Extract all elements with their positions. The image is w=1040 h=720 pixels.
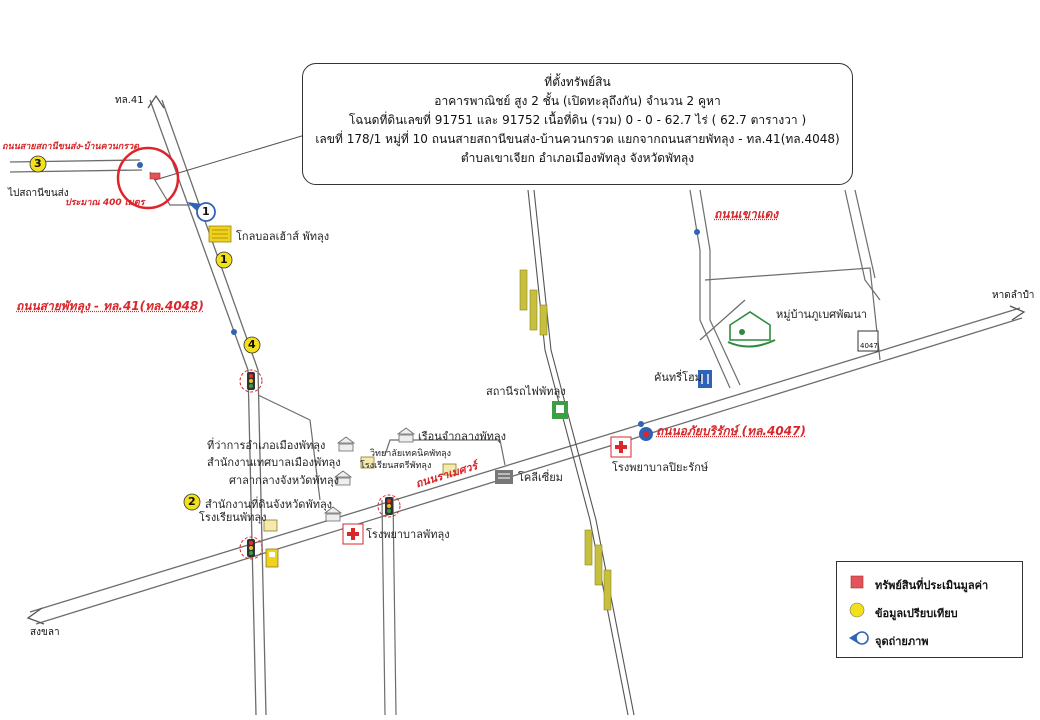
- photo-point-marker: [187, 202, 215, 221]
- label-station-road: ถนนสายสถานีขนส่ง-บ้านควนกรวด: [2, 142, 139, 152]
- label-hat-lamphu: หาดลำปำ: [992, 290, 1035, 301]
- village-icon: [728, 312, 775, 347]
- info-line-1: อาคารพาณิชย์ สูง 2 ชั้น (เปิดทะลุถึงกัน) จำนวน 2 คูหา: [434, 94, 721, 108]
- legend-symbols: [837, 562, 877, 657]
- road-hwy41: [150, 100, 266, 715]
- legend-subject: ทรัพย์สินที่ประเมินมูลค่า: [875, 579, 989, 592]
- legend-photo: จุดถ่ายภาพ: [875, 635, 929, 648]
- label-phatthalung-hospital: โรงพยาบาลพัทลุง: [366, 528, 450, 541]
- photo-point-number: 1: [202, 205, 210, 218]
- info-line-4: ตำบลเขาเจียก อำเภอเมืองพัทลุง จังหวัดพัทลุง: [460, 151, 695, 165]
- legend: [836, 561, 1023, 658]
- info-title: ที่ตั้งทรัพย์สิน: [544, 75, 611, 89]
- property-info-box: [302, 63, 853, 185]
- label-phatthalung-school: โรงเรียนพัทลุง: [199, 511, 267, 524]
- label-satri-school: โรงเรียนสตรีพัทลุง: [360, 461, 432, 471]
- traffic-light-2: [378, 495, 400, 517]
- phatthalung-hospital-icon: [343, 524, 363, 544]
- label-prison: เรือนจำกลางพัทลุง: [418, 430, 506, 443]
- label-aphai-road: ถนนอภัยบริรักษ์ (ทล.4047): [656, 424, 806, 438]
- label-khao-daeng: ถนนเขาแดง: [714, 207, 779, 221]
- info-line-2: โฉนดที่ดินเลขที่ 91751 และ 91752 เนื้อที่ดิน (รวม) 0 - 0 - 62.7 ไร่ ( 62.7 ตารางวา ): [348, 113, 807, 127]
- label-court: ศาลากลางจังหวัดพัทลุง: [229, 474, 340, 487]
- rail-yard: [520, 270, 611, 610]
- traffic-light-3: [240, 537, 262, 559]
- comp3-number: 3: [34, 157, 42, 170]
- label-municipality: สำนักงานเทศบาลเมืองพัทลุง: [207, 456, 341, 469]
- label-hwy41: ทล.41: [115, 95, 144, 106]
- route-shield-number: 4047: [860, 342, 878, 350]
- info-line-3: เลขที่ 178/1 หมู่ที่ 10 ถนนสายสถานีขนส่ง-บ้านควนกรวด แยกจากถนนสายพัทลุง - ทล.41(ทล.4048): [315, 132, 840, 146]
- road-dots: [137, 162, 700, 427]
- label-land-office: สำนักงานที่ดินจังหวัดพัทลุง: [205, 498, 333, 511]
- label-village: หมู่บ้านภูเบศพัฒนา: [776, 308, 868, 321]
- label-train-station: สถานีรถไฟพัทลุง: [486, 385, 566, 398]
- subject-marker: [150, 173, 160, 179]
- aphai-road-marker: [639, 427, 653, 441]
- coliseum-icon: [495, 470, 513, 484]
- comp1-number: 1: [220, 253, 228, 266]
- globalhouse-icon: [209, 226, 231, 242]
- gas-station-icon: [266, 549, 278, 567]
- label-songkhla: สงขลา: [30, 627, 60, 638]
- label-country-home: คันทรี่โฮม: [654, 371, 702, 384]
- comp4-number: 4: [248, 338, 256, 351]
- legend-comparable: ข้อมูลเปรียบเทียบ: [875, 607, 958, 620]
- comp2-number: 2: [188, 495, 196, 508]
- piyarak-hospital-icon: [611, 437, 631, 457]
- label-distance: ประมาณ 400 เมตร: [65, 198, 145, 208]
- label-district-office: ที่ว่าการอำเภอเมืองพัทลุง: [207, 439, 326, 452]
- label-coliseum: โคลีเซี่ยม: [518, 471, 563, 484]
- label-phatthalung-hwy: ถนนสายพัทลุง - ทล.41(ทล.4048): [16, 299, 204, 313]
- label-piyarak-hospital: โรงพยาบาลปิยะรักษ์: [612, 461, 709, 474]
- label-ramet-road: ถนนราเมศวร์: [414, 459, 479, 491]
- label-tech-college: วิทยาลัยเทคนิคพัทลุง: [370, 449, 452, 459]
- label-to-bus-station: ไปสถานีขนส่ง: [8, 188, 69, 199]
- label-globalhouse: โกลบอลเฮ้าส์ พัทลุง: [236, 230, 330, 243]
- train-station-icon: [552, 401, 568, 419]
